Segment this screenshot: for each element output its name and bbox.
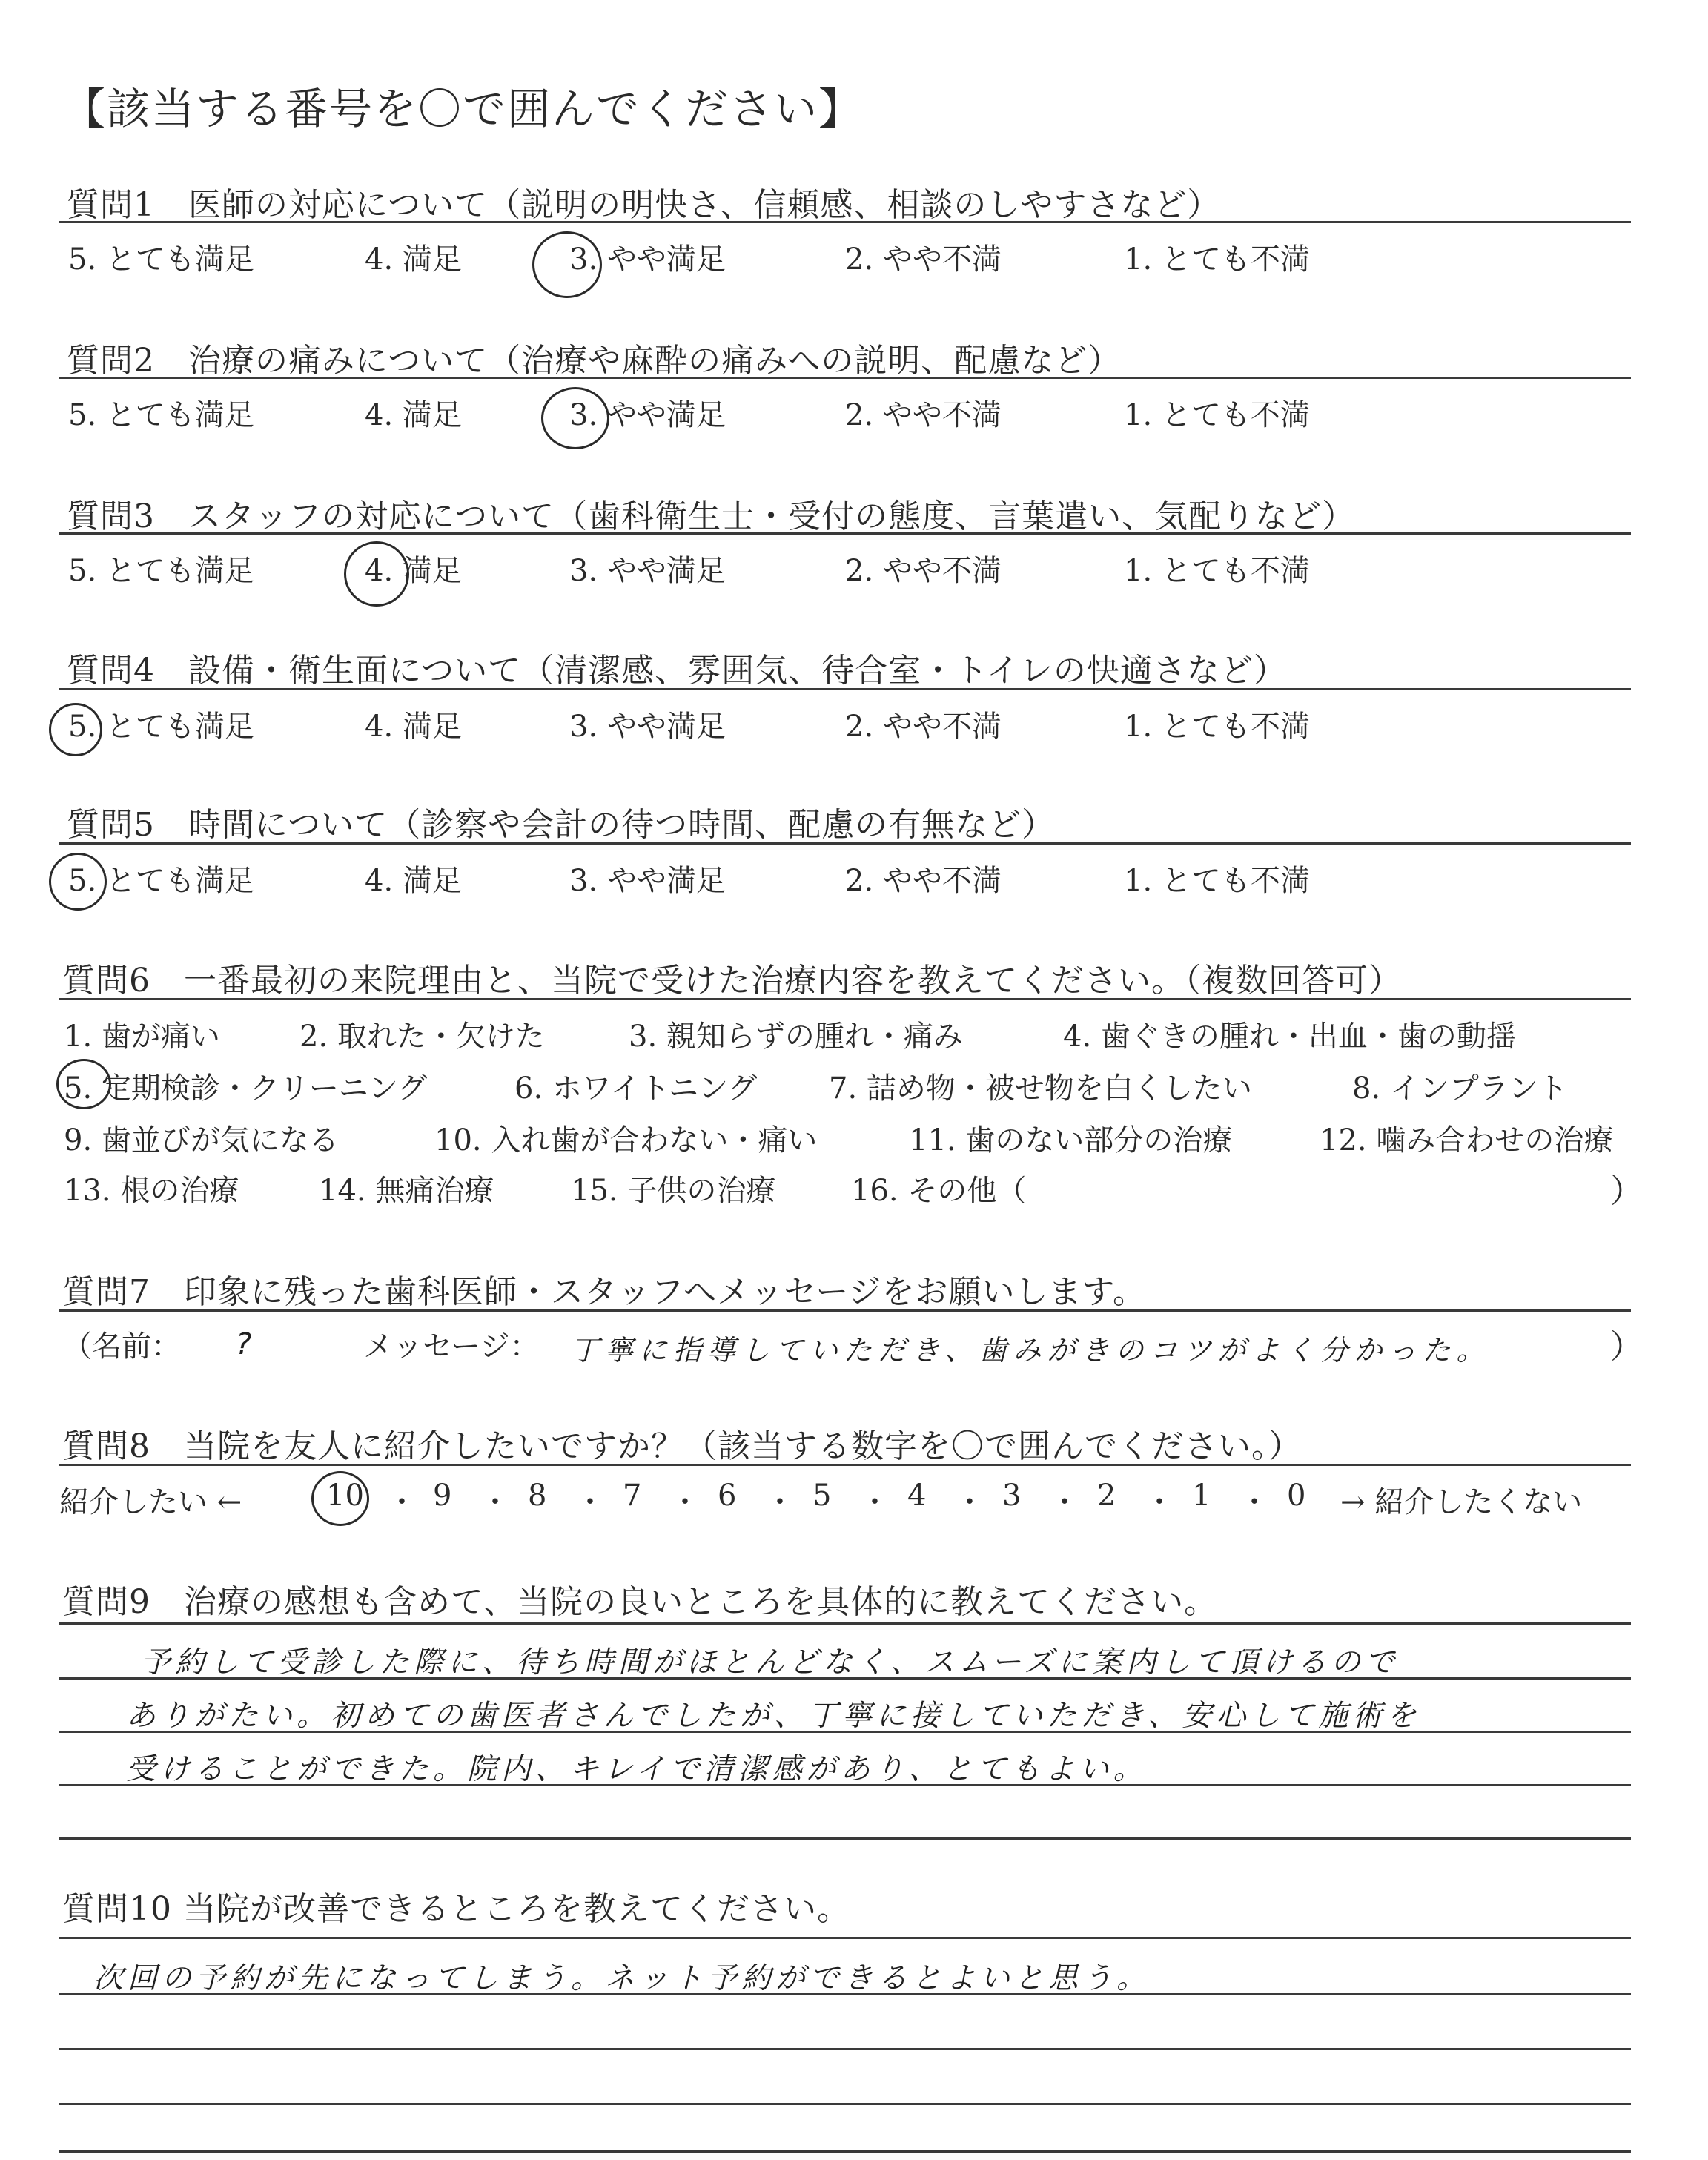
q6-option-2[interactable]: 2. 取れた・欠けた	[299, 1020, 545, 1054]
q5-option-2[interactable]: 2. やや不満	[845, 864, 1002, 898]
question-9-title: 質問9 治療の感想も含めて、当院の良いところを具体的に教えてください。	[62, 1583, 1218, 1621]
q5-selection-circle	[49, 853, 107, 911]
q7-message-label: メッセージ：	[363, 1330, 540, 1364]
q6-option-6[interactable]: 6. ホワイトニング	[514, 1071, 758, 1106]
question-7-rule	[59, 1309, 1631, 1312]
q6-option-11[interactable]: 11. 歯のない部分の治療	[909, 1123, 1233, 1157]
page-heading: 【該当する番号を〇で囲んでください】	[62, 84, 864, 134]
question-1-rule	[59, 221, 1631, 223]
question-7-title: 質問7 印象に残った歯科医師・スタッフへメッセージをお願いします。	[62, 1273, 1146, 1311]
q8-scale-7[interactable]: 7	[623, 1479, 642, 1513]
q8-right-label: → 紹介したくない	[1340, 1485, 1583, 1519]
question-5-rule	[59, 842, 1631, 845]
q8-separator: ・	[575, 1485, 605, 1519]
q9-line-1	[59, 1622, 1631, 1625]
q10-answer-line-1[interactable]: 次回の予約が先になってしまう。ネット予約ができるとよいと思う。	[93, 1961, 1151, 1995]
question-8-title: 質問8 当院を友人に紹介したいですか？（該当する数字を〇で囲んでください。）	[62, 1427, 1302, 1465]
question-6-title: 質問6 一番最初の来院理由と、当院で受けた治療内容を教えてください。（複数回答可）	[62, 962, 1402, 1000]
q8-scale-3[interactable]: 3	[1002, 1479, 1022, 1513]
q8-scale-4[interactable]: 4	[907, 1479, 927, 1513]
q3-option-4[interactable]: 4. 満足	[365, 554, 462, 588]
q6-option-16[interactable]: 16. その他（	[851, 1174, 1027, 1208]
q3-option-2[interactable]: 2. やや不満	[845, 554, 1002, 588]
q6-option-7[interactable]: 7. 詰め物・被せ物を白くしたい	[829, 1071, 1252, 1106]
question-4-rule	[59, 688, 1631, 690]
q1-option-4[interactable]: 4. 満足	[365, 242, 462, 277]
q2-selection-circle	[541, 387, 609, 449]
q3-option-5[interactable]: 5. とても満足	[68, 554, 254, 588]
q6-option-9[interactable]: 9. 歯並びが気になる	[64, 1123, 339, 1157]
q8-separator: ・	[765, 1485, 795, 1519]
q10-line-5	[59, 2150, 1631, 2153]
q10-line-4	[59, 2103, 1631, 2105]
question-5-title: 質問5 時間について（診察や会計の待つ時間、配慮の有無など）	[67, 806, 1056, 844]
q6-option-15[interactable]: 15. 子供の治療	[571, 1174, 776, 1208]
q8-left-label: 紹介したい ←	[59, 1485, 242, 1519]
q8-scale-8[interactable]: 8	[528, 1479, 547, 1513]
q8-separator: ・	[1239, 1485, 1269, 1519]
q3-option-3[interactable]: 3. やや満足	[569, 554, 726, 588]
q8-scale-0[interactable]: 0	[1287, 1479, 1306, 1513]
q6-option-4[interactable]: 4. 歯ぐきの腫れ・出血・歯の動揺	[1063, 1020, 1516, 1054]
q5-option-3[interactable]: 3. やや満足	[569, 864, 726, 898]
q8-scale-2[interactable]: 2	[1097, 1479, 1116, 1513]
q9-answer-line-2[interactable]: ありがたい。初めての歯医者さんでしたが、丁寧に接していただき、安心して施術を	[126, 1699, 1421, 1733]
q8-separator: ・	[1145, 1485, 1174, 1519]
q8-selection-circle	[311, 1471, 369, 1526]
q8-separator: ・	[670, 1485, 700, 1519]
q5-option-4[interactable]: 4. 満足	[365, 864, 462, 898]
q8-separator: ・	[387, 1485, 417, 1519]
q6-selection-circle	[56, 1059, 111, 1109]
question-8-rule	[59, 1464, 1631, 1466]
q9-line-5	[59, 1837, 1631, 1840]
q6-option-14[interactable]: 14. 無痛治療	[319, 1174, 494, 1208]
q1-selection-circle	[532, 231, 602, 298]
q2-option-1[interactable]: 1. とても不満	[1124, 398, 1310, 432]
q6-other-close-paren: ）	[1610, 1172, 1643, 1210]
question-2-rule	[59, 377, 1631, 379]
q3-option-1[interactable]: 1. とても不満	[1124, 554, 1310, 588]
q8-scale-6[interactable]: 6	[718, 1479, 737, 1513]
q6-option-5[interactable]: 5. 定期検診・クリーニング	[64, 1071, 428, 1106]
q7-close-paren: ）	[1610, 1328, 1643, 1366]
q4-option-1[interactable]: 1. とても不満	[1124, 710, 1310, 744]
q9-answer-line-1[interactable]: 予約して受診した際に、待ち時間がほとんどなく、スムーズに案内して頂けるので	[141, 1645, 1400, 1680]
q9-answer-line-3[interactable]: 受けることができた。院内、キレイで清潔感があり、とてもよい。	[126, 1752, 1148, 1786]
q2-option-3[interactable]: 3. やや満足	[569, 398, 726, 432]
q7-name-label: （名前：	[62, 1330, 181, 1364]
q6-option-10[interactable]: 10. 入れ歯が合わない・痛い	[434, 1123, 818, 1157]
q1-option-2[interactable]: 2. やや不満	[845, 242, 1002, 277]
q5-option-1[interactable]: 1. とても不満	[1124, 864, 1310, 898]
q5-option-5[interactable]: 5. とても満足	[68, 864, 254, 898]
q2-option-2[interactable]: 2. やや不満	[845, 398, 1002, 432]
q8-separator: ・	[1050, 1485, 1079, 1519]
q6-option-12[interactable]: 12. 噛み合わせの治療	[1320, 1123, 1614, 1157]
question-3-rule	[59, 532, 1631, 535]
question-3-title: 質問3 スタッフの対応について（歯科衛生士・受付の態度、言葉遣い、気配りなど）	[67, 498, 1356, 535]
q10-line-1	[59, 1937, 1631, 1939]
q6-option-3[interactable]: 3. 親知らずの腫れ・痛み	[629, 1020, 963, 1054]
q7-message-value[interactable]: 丁寧に指導していただき、歯みがきのコツがよく分かった。	[571, 1334, 1491, 1367]
question-1-title: 質問1 医師の対応について（説明の明快さ、信頼感、相談のしやすさなど）	[67, 186, 1221, 224]
question-6-rule	[59, 998, 1631, 1000]
question-10-title: 質問10 当院が改善できるところを教えてください。	[62, 1890, 850, 1928]
q8-scale-1[interactable]: 1	[1192, 1479, 1211, 1513]
q10-line-3	[59, 2048, 1631, 2050]
q8-separator: ・	[955, 1485, 984, 1519]
question-2-title: 質問2 治療の痛みについて（治療や麻酔の痛みへの説明、配慮など）	[67, 342, 1122, 380]
q4-option-4[interactable]: 4. 満足	[365, 710, 462, 744]
q2-option-5[interactable]: 5. とても満足	[68, 398, 254, 432]
q8-scale-9[interactable]: 9	[433, 1479, 452, 1513]
q8-scale-10[interactable]: 10	[326, 1479, 364, 1513]
q1-option-5[interactable]: 5. とても満足	[68, 242, 254, 277]
q3-selection-circle	[344, 541, 409, 607]
q8-separator: ・	[860, 1485, 890, 1519]
q1-option-1[interactable]: 1. とても不満	[1124, 242, 1310, 277]
q4-selection-circle	[49, 703, 102, 756]
q6-option-1[interactable]: 1. 歯が痛い	[64, 1020, 220, 1054]
q8-scale-5[interactable]: 5	[812, 1479, 832, 1513]
question-4-title: 質問4 設備・衛生面について（清潔感、雰囲気、待合室・トイレの快適さなど）	[67, 652, 1287, 690]
q6-option-13[interactable]: 13. 根の治療	[64, 1174, 239, 1208]
q8-scale-row	[59, 1479, 1631, 1523]
q8-separator: ・	[480, 1485, 510, 1519]
q4-option-2[interactable]: 2. やや不満	[845, 710, 1002, 744]
q4-option-5[interactable]: 5. とても満足	[68, 710, 254, 744]
q1-option-3[interactable]: 3. やや満足	[569, 242, 726, 277]
q7-name-value[interactable]: ?	[236, 1327, 256, 1361]
q2-option-4[interactable]: 4. 満足	[365, 398, 462, 432]
q4-option-3[interactable]: 3. やや満足	[569, 710, 726, 744]
q6-option-8[interactable]: 8. インプラント	[1352, 1071, 1568, 1106]
